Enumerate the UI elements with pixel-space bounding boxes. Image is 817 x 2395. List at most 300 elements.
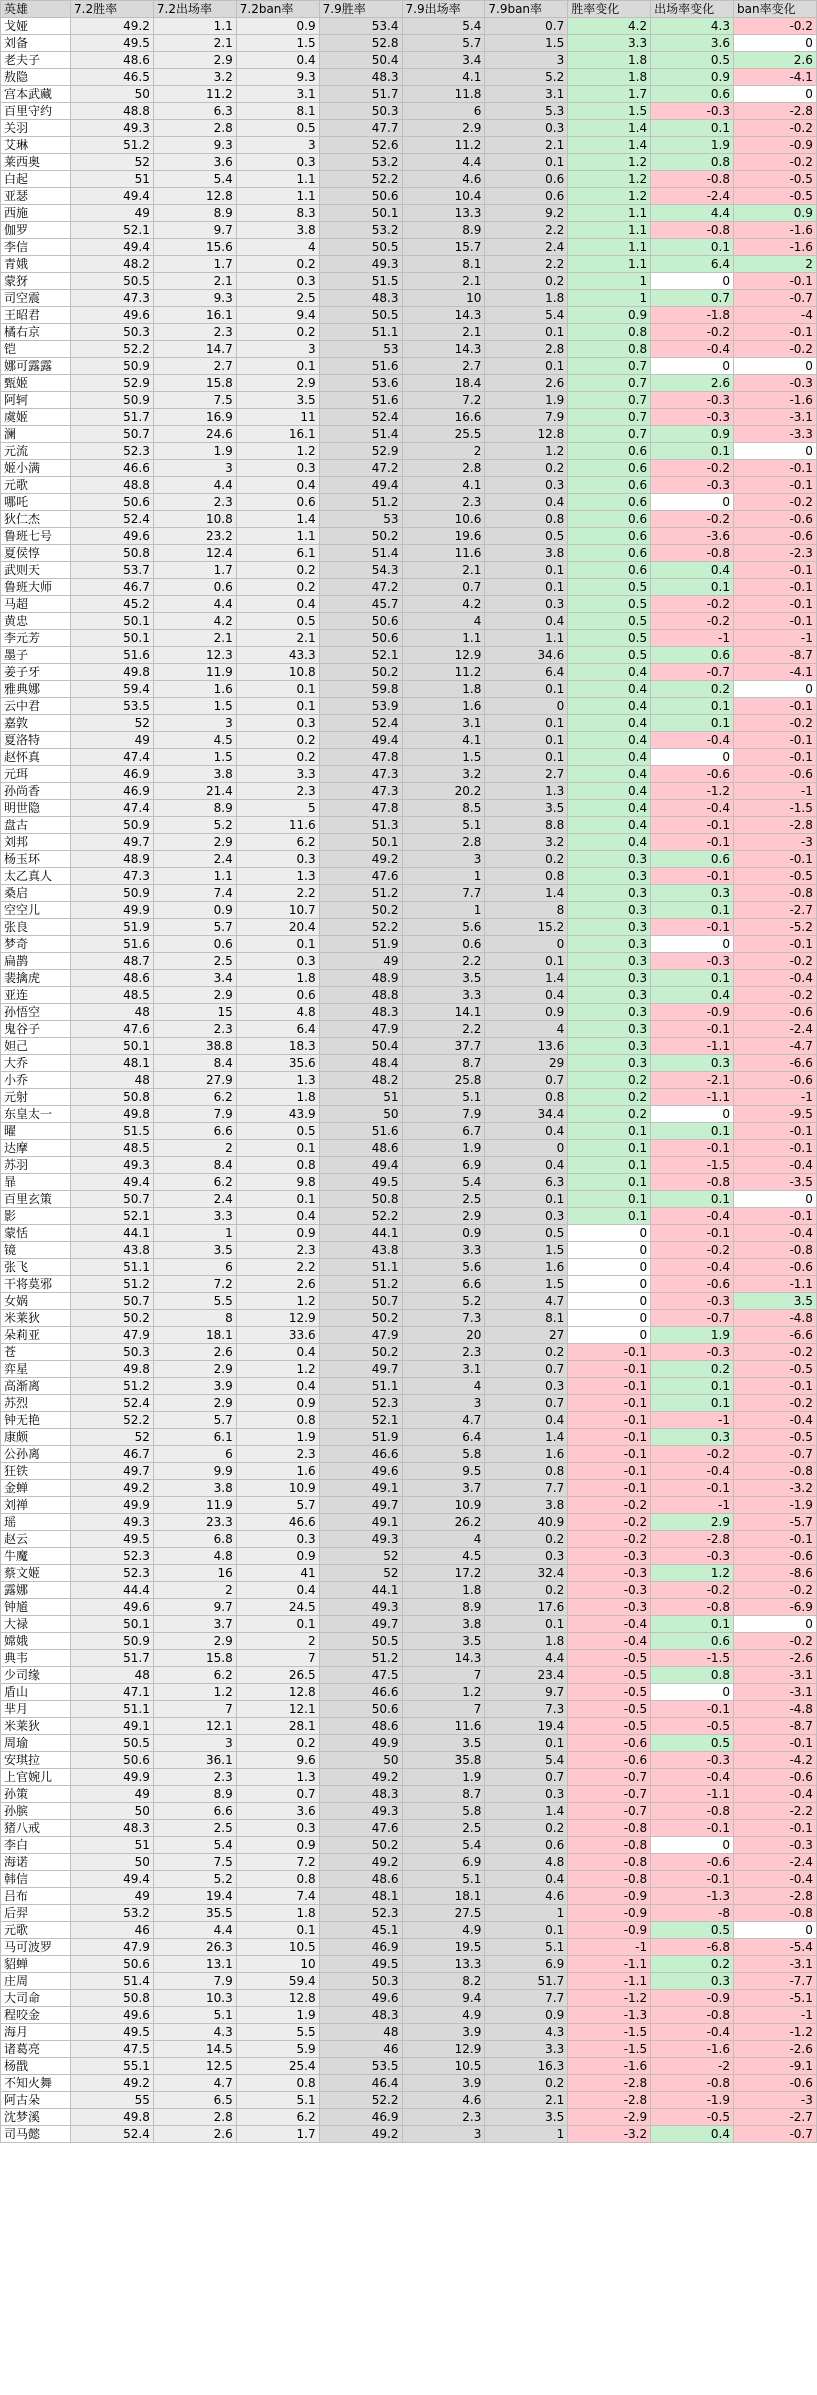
cell-pick-72[interactable]: 10.8 bbox=[153, 511, 236, 528]
cell-pick-change[interactable]: -0.8 bbox=[651, 1803, 734, 1820]
cell-ban-72[interactable]: 1.9 bbox=[236, 1429, 319, 1446]
cell-pick-change[interactable]: -8 bbox=[651, 1905, 734, 1922]
cell-win-79[interactable]: 48.8 bbox=[319, 987, 402, 1004]
cell-ban-72[interactable]: 0.9 bbox=[236, 1837, 319, 1854]
cell-win-79[interactable]: 51.4 bbox=[319, 426, 402, 443]
cell-pick-79[interactable]: 4.2 bbox=[402, 596, 485, 613]
cell-pick-79[interactable]: 11.6 bbox=[402, 545, 485, 562]
cell-pick-72[interactable]: 1.5 bbox=[153, 698, 236, 715]
cell-pick-72[interactable]: 4.8 bbox=[153, 1548, 236, 1565]
cell-ban-change[interactable]: -2.8 bbox=[734, 1888, 817, 1905]
cell-ban-79[interactable]: 4.7 bbox=[485, 1293, 568, 1310]
cell-win-79[interactable]: 49.1 bbox=[319, 1514, 402, 1531]
cell-win-change[interactable]: -1.1 bbox=[568, 1973, 651, 1990]
cell-ban-change[interactable]: -0.2 bbox=[734, 120, 817, 137]
cell-ban-72[interactable]: 0.1 bbox=[236, 1140, 319, 1157]
cell-ban-change[interactable]: 0 bbox=[734, 1616, 817, 1633]
cell-win-72[interactable]: 52.3 bbox=[71, 443, 154, 460]
cell-ban-79[interactable]: 8 bbox=[485, 902, 568, 919]
cell-pick-72[interactable]: 2.3 bbox=[153, 324, 236, 341]
cell-pick-change[interactable]: -0.5 bbox=[651, 2109, 734, 2126]
cell-win-change[interactable]: -0.5 bbox=[568, 1667, 651, 1684]
cell-win-79[interactable]: 51.6 bbox=[319, 358, 402, 375]
cell-win-79[interactable]: 48.6 bbox=[319, 1718, 402, 1735]
cell-hero[interactable]: 暃 bbox=[1, 1174, 71, 1191]
cell-win-79[interactable]: 52.4 bbox=[319, 715, 402, 732]
cell-win-change[interactable]: 0.4 bbox=[568, 698, 651, 715]
cell-pick-change[interactable]: 0.1 bbox=[651, 970, 734, 987]
cell-ban-72[interactable]: 9.8 bbox=[236, 1174, 319, 1191]
cell-ban-72[interactable]: 2.9 bbox=[236, 375, 319, 392]
cell-hero[interactable]: 元歌 bbox=[1, 1922, 71, 1939]
cell-ban-72[interactable]: 6.2 bbox=[236, 2109, 319, 2126]
cell-pick-change[interactable]: -0.2 bbox=[651, 324, 734, 341]
cell-ban-change[interactable]: -1 bbox=[734, 1089, 817, 1106]
cell-win-change[interactable]: 1.7 bbox=[568, 86, 651, 103]
cell-win-79[interactable]: 51.5 bbox=[319, 273, 402, 290]
cell-pick-72[interactable]: 3 bbox=[153, 460, 236, 477]
cell-pick-79[interactable]: 5.8 bbox=[402, 1803, 485, 1820]
cell-win-change[interactable]: 1.1 bbox=[568, 239, 651, 256]
cell-ban-change[interactable]: -0.1 bbox=[734, 1735, 817, 1752]
cell-ban-change[interactable]: -3.2 bbox=[734, 1480, 817, 1497]
cell-hero[interactable]: 刘邦 bbox=[1, 834, 71, 851]
cell-ban-change[interactable]: -3.1 bbox=[734, 1684, 817, 1701]
cell-pick-change[interactable]: -0.4 bbox=[651, 1259, 734, 1276]
cell-pick-79[interactable]: 7.3 bbox=[402, 1310, 485, 1327]
cell-pick-79[interactable]: 6.9 bbox=[402, 1157, 485, 1174]
cell-pick-72[interactable]: 3.2 bbox=[153, 69, 236, 86]
cell-win-change[interactable]: 1.2 bbox=[568, 154, 651, 171]
cell-pick-change[interactable]: -3.6 bbox=[651, 528, 734, 545]
cell-ban-79[interactable]: 0.1 bbox=[485, 1616, 568, 1633]
cell-win-change[interactable]: 0.3 bbox=[568, 1055, 651, 1072]
cell-ban-change[interactable]: -0.5 bbox=[734, 188, 817, 205]
cell-pick-79[interactable]: 3 bbox=[402, 2126, 485, 2143]
cell-win-79[interactable]: 52.3 bbox=[319, 1905, 402, 1922]
cell-ban-72[interactable]: 0.9 bbox=[236, 1395, 319, 1412]
cell-pick-79[interactable]: 5.1 bbox=[402, 1089, 485, 1106]
cell-pick-72[interactable]: 6.5 bbox=[153, 2092, 236, 2109]
cell-hero[interactable]: 上官婉儿 bbox=[1, 1769, 71, 1786]
cell-ban-change[interactable]: -0.1 bbox=[734, 936, 817, 953]
cell-hero[interactable]: 元流 bbox=[1, 443, 71, 460]
cell-ban-change[interactable]: -0.2 bbox=[734, 1633, 817, 1650]
cell-win-72[interactable]: 50.9 bbox=[71, 817, 154, 834]
cell-pick-79[interactable]: 13.3 bbox=[402, 1956, 485, 1973]
cell-ban-change[interactable]: -0.1 bbox=[734, 562, 817, 579]
cell-ban-72[interactable]: 3.3 bbox=[236, 766, 319, 783]
cell-win-79[interactable]: 49.3 bbox=[319, 1599, 402, 1616]
cell-pick-72[interactable]: 12.8 bbox=[153, 188, 236, 205]
cell-win-change[interactable]: -1.5 bbox=[568, 2041, 651, 2058]
cell-pick-72[interactable]: 2 bbox=[153, 1140, 236, 1157]
cell-win-72[interactable]: 51.2 bbox=[71, 137, 154, 154]
cell-ban-72[interactable]: 0.3 bbox=[236, 154, 319, 171]
cell-ban-change[interactable]: -2.6 bbox=[734, 1650, 817, 1667]
cell-ban-79[interactable]: 0.4 bbox=[485, 1123, 568, 1140]
cell-ban-79[interactable]: 3.2 bbox=[485, 834, 568, 851]
cell-win-79[interactable]: 48 bbox=[319, 2024, 402, 2041]
cell-ban-79[interactable]: 0.8 bbox=[485, 1089, 568, 1106]
cell-ban-change[interactable]: -2.8 bbox=[734, 103, 817, 120]
cell-ban-79[interactable]: 0.9 bbox=[485, 1004, 568, 1021]
cell-ban-72[interactable]: 0.3 bbox=[236, 460, 319, 477]
cell-pick-79[interactable]: 11.2 bbox=[402, 137, 485, 154]
cell-pick-79[interactable]: 1.8 bbox=[402, 681, 485, 698]
cell-pick-change[interactable]: -1.1 bbox=[651, 1038, 734, 1055]
cell-win-79[interactable]: 52.3 bbox=[319, 1395, 402, 1412]
cell-pick-79[interactable]: 25.5 bbox=[402, 426, 485, 443]
cell-pick-change[interactable]: -0.8 bbox=[651, 1599, 734, 1616]
cell-win-79[interactable]: 48.3 bbox=[319, 69, 402, 86]
cell-pick-72[interactable]: 6.2 bbox=[153, 1174, 236, 1191]
cell-win-change[interactable]: -1.5 bbox=[568, 2024, 651, 2041]
cell-pick-79[interactable]: 3.1 bbox=[402, 715, 485, 732]
cell-ban-72[interactable]: 0.4 bbox=[236, 1582, 319, 1599]
cell-ban-change[interactable]: -0.1 bbox=[734, 1531, 817, 1548]
cell-pick-change[interactable]: 0.1 bbox=[651, 1378, 734, 1395]
cell-ban-72[interactable]: 0.8 bbox=[236, 1412, 319, 1429]
cell-pick-change[interactable]: -0.1 bbox=[651, 1021, 734, 1038]
cell-pick-79[interactable]: 8.9 bbox=[402, 1599, 485, 1616]
cell-hero[interactable]: 少司缘 bbox=[1, 1667, 71, 1684]
cell-win-79[interactable]: 54.3 bbox=[319, 562, 402, 579]
cell-ban-change[interactable]: -0.8 bbox=[734, 1242, 817, 1259]
cell-win-72[interactable]: 46.5 bbox=[71, 69, 154, 86]
cell-win-79[interactable]: 49 bbox=[319, 953, 402, 970]
cell-pick-change[interactable]: -6.8 bbox=[651, 1939, 734, 1956]
cell-ban-72[interactable]: 2.5 bbox=[236, 290, 319, 307]
cell-ban-79[interactable]: 0.3 bbox=[485, 1378, 568, 1395]
cell-win-72[interactable]: 49.5 bbox=[71, 35, 154, 52]
cell-win-79[interactable]: 50.3 bbox=[319, 1973, 402, 1990]
cell-ban-72[interactable]: 0.2 bbox=[236, 256, 319, 273]
cell-pick-79[interactable]: 1.8 bbox=[402, 1582, 485, 1599]
cell-ban-72[interactable]: 26.5 bbox=[236, 1667, 319, 1684]
cell-hero[interactable]: 达摩 bbox=[1, 1140, 71, 1157]
cell-ban-change[interactable]: -5.2 bbox=[734, 919, 817, 936]
cell-win-72[interactable]: 47.3 bbox=[71, 868, 154, 885]
cell-win-72[interactable]: 50.6 bbox=[71, 1956, 154, 1973]
cell-win-72[interactable]: 49.4 bbox=[71, 1871, 154, 1888]
cell-ban-79[interactable]: 0.1 bbox=[485, 715, 568, 732]
cell-win-change[interactable]: 0.6 bbox=[568, 460, 651, 477]
cell-pick-72[interactable]: 8.9 bbox=[153, 205, 236, 222]
cell-pick-change[interactable]: 0.1 bbox=[651, 902, 734, 919]
cell-ban-79[interactable]: 0 bbox=[485, 936, 568, 953]
cell-win-change[interactable]: -1.2 bbox=[568, 1990, 651, 2007]
cell-ban-change[interactable]: -2.7 bbox=[734, 2109, 817, 2126]
cell-hero[interactable]: 太乙真人 bbox=[1, 868, 71, 885]
cell-win-79[interactable]: 47.9 bbox=[319, 1021, 402, 1038]
cell-pick-72[interactable]: 1.2 bbox=[153, 1684, 236, 1701]
cell-ban-79[interactable]: 2.1 bbox=[485, 2092, 568, 2109]
cell-ban-79[interactable]: 27 bbox=[485, 1327, 568, 1344]
cell-win-79[interactable]: 50.1 bbox=[319, 834, 402, 851]
cell-pick-change[interactable]: -0.1 bbox=[651, 868, 734, 885]
cell-ban-79[interactable]: 0.2 bbox=[485, 1582, 568, 1599]
cell-ban-72[interactable]: 0.2 bbox=[236, 324, 319, 341]
cell-win-change[interactable]: 0.4 bbox=[568, 664, 651, 681]
cell-win-72[interactable]: 51 bbox=[71, 1837, 154, 1854]
cell-win-72[interactable]: 48.9 bbox=[71, 851, 154, 868]
cell-pick-79[interactable]: 5.4 bbox=[402, 1837, 485, 1854]
cell-pick-change[interactable]: -0.1 bbox=[651, 817, 734, 834]
cell-ban-72[interactable]: 6.2 bbox=[236, 834, 319, 851]
cell-pick-72[interactable]: 8.4 bbox=[153, 1157, 236, 1174]
cell-pick-change[interactable]: -0.7 bbox=[651, 664, 734, 681]
cell-pick-change[interactable]: -0.9 bbox=[651, 1004, 734, 1021]
cell-hero[interactable]: 杨玉环 bbox=[1, 851, 71, 868]
cell-pick-79[interactable]: 2.1 bbox=[402, 273, 485, 290]
cell-win-change[interactable]: 0.9 bbox=[568, 307, 651, 324]
cell-ban-79[interactable]: 0.3 bbox=[485, 1786, 568, 1803]
cell-hero[interactable]: 敖隐 bbox=[1, 69, 71, 86]
cell-pick-79[interactable]: 5.7 bbox=[402, 35, 485, 52]
cell-ban-79[interactable]: 0.9 bbox=[485, 2007, 568, 2024]
cell-win-change[interactable]: 0.5 bbox=[568, 647, 651, 664]
cell-pick-72[interactable]: 9.3 bbox=[153, 290, 236, 307]
cell-win-72[interactable]: 52.9 bbox=[71, 375, 154, 392]
cell-pick-79[interactable]: 2.2 bbox=[402, 953, 485, 970]
cell-hero[interactable]: 娜可露露 bbox=[1, 358, 71, 375]
cell-win-change[interactable]: -0.7 bbox=[568, 1769, 651, 1786]
cell-win-79[interactable]: 46.9 bbox=[319, 2109, 402, 2126]
cell-pick-change[interactable]: -0.1 bbox=[651, 1701, 734, 1718]
cell-ban-72[interactable]: 6.1 bbox=[236, 545, 319, 562]
cell-win-79[interactable]: 50.6 bbox=[319, 1701, 402, 1718]
cell-win-79[interactable]: 53.6 bbox=[319, 375, 402, 392]
cell-pick-72[interactable]: 1.7 bbox=[153, 562, 236, 579]
cell-ban-72[interactable]: 0.1 bbox=[236, 698, 319, 715]
cell-win-change[interactable]: -0.1 bbox=[568, 1429, 651, 1446]
cell-pick-72[interactable]: 7.5 bbox=[153, 392, 236, 409]
cell-win-change[interactable]: 0.4 bbox=[568, 834, 651, 851]
cell-win-79[interactable]: 47.9 bbox=[319, 1327, 402, 1344]
cell-win-72[interactable]: 47.3 bbox=[71, 290, 154, 307]
cell-pick-79[interactable]: 6.4 bbox=[402, 1429, 485, 1446]
cell-pick-72[interactable]: 0.6 bbox=[153, 579, 236, 596]
cell-win-72[interactable]: 49.7 bbox=[71, 1463, 154, 1480]
cell-ban-change[interactable]: -5.4 bbox=[734, 1939, 817, 1956]
cell-win-79[interactable]: 48.3 bbox=[319, 1004, 402, 1021]
cell-ban-change[interactable]: -0.6 bbox=[734, 1072, 817, 1089]
cell-ban-change[interactable]: -0.1 bbox=[734, 579, 817, 596]
cell-win-79[interactable]: 49.2 bbox=[319, 1769, 402, 1786]
cell-hero[interactable]: 猪八戒 bbox=[1, 1820, 71, 1837]
cell-ban-79[interactable]: 0.1 bbox=[485, 1922, 568, 1939]
cell-ban-change[interactable]: -3.1 bbox=[734, 409, 817, 426]
cell-ban-72[interactable]: 0.8 bbox=[236, 1871, 319, 1888]
cell-ban-change[interactable]: -0.4 bbox=[734, 1225, 817, 1242]
cell-pick-79[interactable]: 1.9 bbox=[402, 1140, 485, 1157]
cell-ban-79[interactable]: 0.2 bbox=[485, 851, 568, 868]
cell-ban-change[interactable]: -1.5 bbox=[734, 800, 817, 817]
cell-pick-79[interactable]: 0.6 bbox=[402, 936, 485, 953]
cell-win-change[interactable]: -1.1 bbox=[568, 1956, 651, 1973]
cell-ban-72[interactable]: 1.5 bbox=[236, 35, 319, 52]
cell-ban-72[interactable]: 2.3 bbox=[236, 1446, 319, 1463]
cell-win-72[interactable]: 49.4 bbox=[71, 239, 154, 256]
cell-win-change[interactable]: 0.1 bbox=[568, 1208, 651, 1225]
cell-ban-79[interactable]: 0.8 bbox=[485, 511, 568, 528]
cell-pick-change[interactable]: -0.4 bbox=[651, 1769, 734, 1786]
cell-pick-change[interactable]: -0.8 bbox=[651, 2007, 734, 2024]
cell-pick-79[interactable]: 7.9 bbox=[402, 1106, 485, 1123]
cell-win-change[interactable]: 0.3 bbox=[568, 1038, 651, 1055]
cell-win-change[interactable]: 0.1 bbox=[568, 1191, 651, 1208]
cell-win-79[interactable]: 48.9 bbox=[319, 970, 402, 987]
cell-pick-72[interactable]: 15.8 bbox=[153, 375, 236, 392]
cell-pick-change[interactable]: -1.1 bbox=[651, 1786, 734, 1803]
cell-ban-change[interactable]: -0.2 bbox=[734, 953, 817, 970]
cell-ban-72[interactable]: 16.1 bbox=[236, 426, 319, 443]
cell-ban-change[interactable]: -3.3 bbox=[734, 426, 817, 443]
cell-hero[interactable]: 夏侯惇 bbox=[1, 545, 71, 562]
cell-ban-72[interactable]: 0.1 bbox=[236, 1191, 319, 1208]
cell-pick-79[interactable]: 2.7 bbox=[402, 358, 485, 375]
cell-win-72[interactable]: 48.1 bbox=[71, 1055, 154, 1072]
cell-ban-72[interactable]: 0.3 bbox=[236, 715, 319, 732]
cell-pick-72[interactable]: 3.5 bbox=[153, 1242, 236, 1259]
cell-ban-79[interactable]: 19.4 bbox=[485, 1718, 568, 1735]
cell-win-72[interactable]: 50.8 bbox=[71, 1089, 154, 1106]
cell-win-72[interactable]: 50.7 bbox=[71, 426, 154, 443]
cell-ban-79[interactable]: 4 bbox=[485, 1021, 568, 1038]
cell-ban-change[interactable]: -0.6 bbox=[734, 1769, 817, 1786]
cell-pick-change[interactable]: -0.3 bbox=[651, 392, 734, 409]
cell-win-change[interactable]: 0.1 bbox=[568, 1157, 651, 1174]
cell-hero[interactable]: 米莱狄 bbox=[1, 1310, 71, 1327]
cell-hero[interactable]: 白起 bbox=[1, 171, 71, 188]
cell-pick-79[interactable]: 25.8 bbox=[402, 1072, 485, 1089]
cell-hero[interactable]: 孙策 bbox=[1, 1786, 71, 1803]
cell-pick-change[interactable]: -0.3 bbox=[651, 1548, 734, 1565]
cell-hero[interactable]: 苏烈 bbox=[1, 1395, 71, 1412]
cell-win-change[interactable]: -0.3 bbox=[568, 1565, 651, 1582]
cell-hero[interactable]: 鲁班大师 bbox=[1, 579, 71, 596]
cell-pick-72[interactable]: 2.8 bbox=[153, 120, 236, 137]
cell-pick-72[interactable]: 2.9 bbox=[153, 1395, 236, 1412]
cell-ban-79[interactable]: 0.7 bbox=[485, 1769, 568, 1786]
cell-hero[interactable]: 澜 bbox=[1, 426, 71, 443]
cell-pick-79[interactable]: 3.4 bbox=[402, 52, 485, 69]
cell-pick-change[interactable]: -2.4 bbox=[651, 188, 734, 205]
cell-win-change[interactable]: 0.5 bbox=[568, 613, 651, 630]
cell-ban-79[interactable]: 2.8 bbox=[485, 341, 568, 358]
cell-win-72[interactable]: 49 bbox=[71, 1786, 154, 1803]
cell-win-72[interactable]: 55 bbox=[71, 2092, 154, 2109]
cell-hero[interactable]: 安琪拉 bbox=[1, 1752, 71, 1769]
cell-ban-79[interactable]: 7.7 bbox=[485, 1990, 568, 2007]
cell-ban-72[interactable]: 28.1 bbox=[236, 1718, 319, 1735]
cell-pick-72[interactable]: 3 bbox=[153, 1735, 236, 1752]
cell-ban-change[interactable]: -3.1 bbox=[734, 1956, 817, 1973]
cell-win-72[interactable]: 51.5 bbox=[71, 1123, 154, 1140]
cell-pick-79[interactable]: 2.9 bbox=[402, 1208, 485, 1225]
cell-ban-79[interactable]: 1.5 bbox=[485, 1242, 568, 1259]
cell-hero[interactable]: 艾琳 bbox=[1, 137, 71, 154]
cell-ban-79[interactable]: 1.2 bbox=[485, 443, 568, 460]
cell-pick-79[interactable]: 2.1 bbox=[402, 562, 485, 579]
cell-ban-change[interactable]: -0.6 bbox=[734, 766, 817, 783]
cell-hero[interactable]: 虞姬 bbox=[1, 409, 71, 426]
cell-pick-79[interactable]: 1.9 bbox=[402, 1769, 485, 1786]
cell-ban-change[interactable]: -1.6 bbox=[734, 222, 817, 239]
cell-win-79[interactable]: 50.2 bbox=[319, 664, 402, 681]
cell-pick-change[interactable]: -0.2 bbox=[651, 613, 734, 630]
cell-win-change[interactable]: -0.9 bbox=[568, 1888, 651, 1905]
cell-win-change[interactable]: -0.1 bbox=[568, 1480, 651, 1497]
cell-pick-72[interactable]: 11.9 bbox=[153, 1497, 236, 1514]
cell-hero[interactable]: 墨子 bbox=[1, 647, 71, 664]
cell-hero[interactable]: 元射 bbox=[1, 1089, 71, 1106]
cell-win-79[interactable]: 53.5 bbox=[319, 2058, 402, 2075]
cell-pick-72[interactable]: 5.4 bbox=[153, 1837, 236, 1854]
cell-ban-change[interactable]: -0.5 bbox=[734, 1429, 817, 1446]
cell-win-72[interactable]: 50.5 bbox=[71, 273, 154, 290]
cell-pick-72[interactable]: 1 bbox=[153, 1225, 236, 1242]
cell-pick-72[interactable]: 2.7 bbox=[153, 358, 236, 375]
cell-hero[interactable]: 金蝉 bbox=[1, 1480, 71, 1497]
cell-pick-change[interactable]: -1.9 bbox=[651, 2092, 734, 2109]
cell-pick-change[interactable]: 0.1 bbox=[651, 1616, 734, 1633]
cell-ban-72[interactable]: 0.4 bbox=[236, 52, 319, 69]
cell-win-72[interactable]: 44.1 bbox=[71, 1225, 154, 1242]
cell-ban-79[interactable]: 2.6 bbox=[485, 375, 568, 392]
cell-ban-72[interactable]: 1.7 bbox=[236, 2126, 319, 2143]
cell-pick-72[interactable]: 2.6 bbox=[153, 2126, 236, 2143]
cell-ban-79[interactable]: 0.4 bbox=[485, 613, 568, 630]
cell-win-72[interactable]: 50.1 bbox=[71, 613, 154, 630]
cell-pick-change[interactable]: -0.5 bbox=[651, 1718, 734, 1735]
cell-hero[interactable]: 老夫子 bbox=[1, 52, 71, 69]
cell-pick-change[interactable]: -1.5 bbox=[651, 1650, 734, 1667]
cell-ban-79[interactable]: 0.3 bbox=[485, 477, 568, 494]
cell-hero[interactable]: 扁鹊 bbox=[1, 953, 71, 970]
cell-win-change[interactable]: -0.1 bbox=[568, 1412, 651, 1429]
cell-ban-72[interactable]: 0.4 bbox=[236, 596, 319, 613]
cell-hero[interactable]: 韩信 bbox=[1, 1871, 71, 1888]
cell-pick-72[interactable]: 23.3 bbox=[153, 1514, 236, 1531]
cell-win-change[interactable]: 0.3 bbox=[568, 885, 651, 902]
cell-pick-79[interactable]: 4.6 bbox=[402, 2092, 485, 2109]
cell-pick-79[interactable]: 16.6 bbox=[402, 409, 485, 426]
cell-win-change[interactable]: 0.7 bbox=[568, 375, 651, 392]
cell-ban-72[interactable]: 0.4 bbox=[236, 1344, 319, 1361]
cell-hero[interactable]: 梦奇 bbox=[1, 936, 71, 953]
cell-ban-72[interactable]: 12.1 bbox=[236, 1701, 319, 1718]
cell-ban-72[interactable]: 8.3 bbox=[236, 205, 319, 222]
cell-pick-79[interactable]: 3 bbox=[402, 851, 485, 868]
cell-win-change[interactable]: 1.8 bbox=[568, 52, 651, 69]
cell-hero[interactable]: 海月 bbox=[1, 2024, 71, 2041]
cell-ban-change[interactable]: -0.1 bbox=[734, 460, 817, 477]
cell-win-change[interactable]: 1.1 bbox=[568, 256, 651, 273]
cell-win-79[interactable]: 50.4 bbox=[319, 52, 402, 69]
cell-hero[interactable]: 莱西奥 bbox=[1, 154, 71, 171]
cell-ban-79[interactable]: 9.7 bbox=[485, 1684, 568, 1701]
cell-win-change[interactable]: -0.5 bbox=[568, 1650, 651, 1667]
cell-win-79[interactable]: 52.2 bbox=[319, 2092, 402, 2109]
cell-win-72[interactable]: 50.3 bbox=[71, 324, 154, 341]
cell-pick-72[interactable]: 6 bbox=[153, 1259, 236, 1276]
cell-pick-72[interactable]: 2.5 bbox=[153, 953, 236, 970]
cell-pick-change[interactable]: -1.3 bbox=[651, 1888, 734, 1905]
cell-hero[interactable]: 狄仁杰 bbox=[1, 511, 71, 528]
cell-ban-72[interactable]: 1.2 bbox=[236, 1293, 319, 1310]
